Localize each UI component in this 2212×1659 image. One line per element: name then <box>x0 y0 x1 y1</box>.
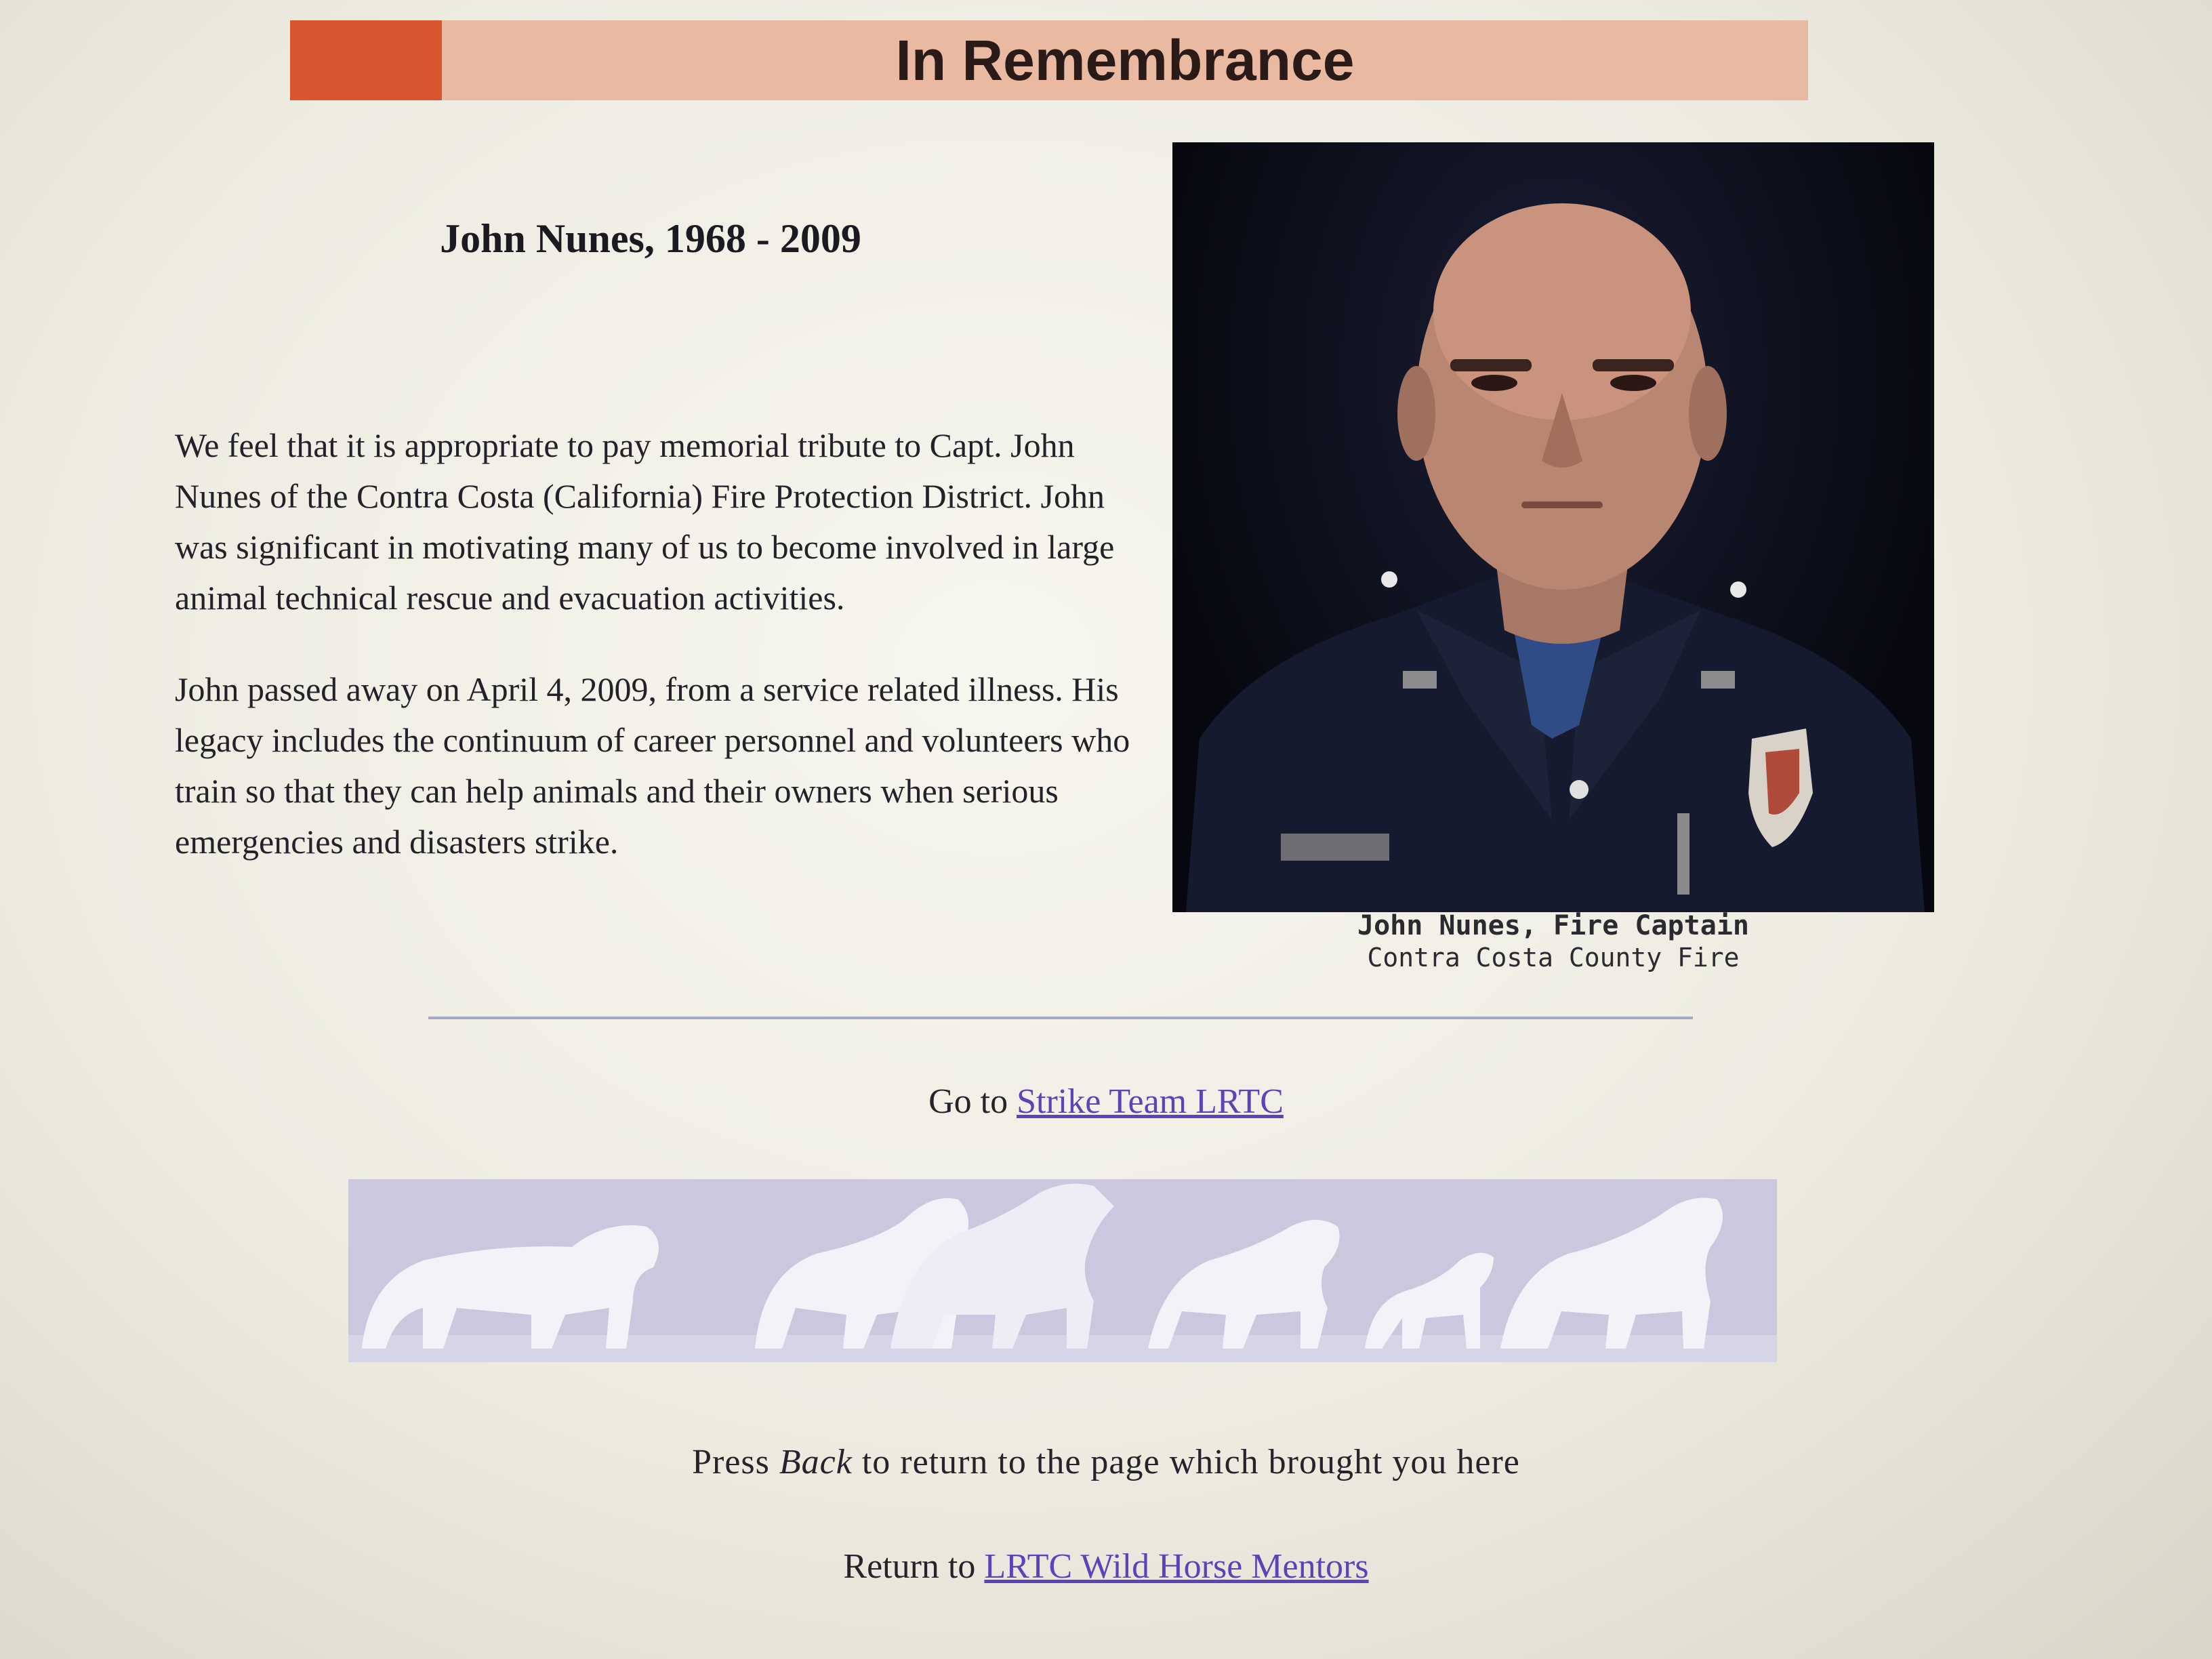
back-prefix: Press <box>692 1443 779 1481</box>
back-suffix: to return to the page which brought you here <box>852 1443 1520 1481</box>
strike-team-row <box>0 1082 2212 1122</box>
banner-accent-block <box>290 20 442 100</box>
back-instruction-row <box>0 1442 2212 1482</box>
caption-name: John Nunes, Fire Captain <box>1357 910 1749 941</box>
caption-org: Contra Costa County Fire <box>1367 943 1740 972</box>
back-key-label: Back <box>779 1443 853 1481</box>
portrait-illustration <box>1172 142 1934 912</box>
horse-banner-image <box>348 1179 1777 1362</box>
strike-team-prefix: Go to <box>928 1082 1017 1121</box>
wild-horse-mentors-link[interactable]: LRTC Wild Horse Mentors <box>984 1547 1369 1586</box>
memorial-paragraph: We feel that it is appropriate to pay memorial tribute to Capt. John Nunes of the Contra Costa (California) Fire Protection District. John was significant in motivating many of us to become involved in large animal technical rescue and evacuation activities. <box>175 426 1115 617</box>
return-row <box>0 1547 2212 1586</box>
memorial-paragraph: John passed away on April 4, 2009, from a service related illness. His legacy includes the continuum of career personnel and volunteers who train so that they can help animals and their owners when serious emergencies and disasters strike. <box>175 670 1130 861</box>
page-title: In Remembrance <box>895 28 1355 92</box>
strike-team-link[interactable]: Strike Team LRTC <box>1017 1082 1284 1121</box>
portrait-caption <box>1172 909 1934 973</box>
header-banner <box>290 20 1808 100</box>
horse-silhouettes <box>348 1179 1777 1362</box>
return-prefix: Return to <box>843 1547 985 1586</box>
memorial-body <box>175 420 1137 908</box>
portrait-photo <box>1172 142 1934 912</box>
horizontal-divider <box>428 1017 1693 1019</box>
memorial-heading: John Nunes, 1968 - 2009 <box>440 216 861 261</box>
